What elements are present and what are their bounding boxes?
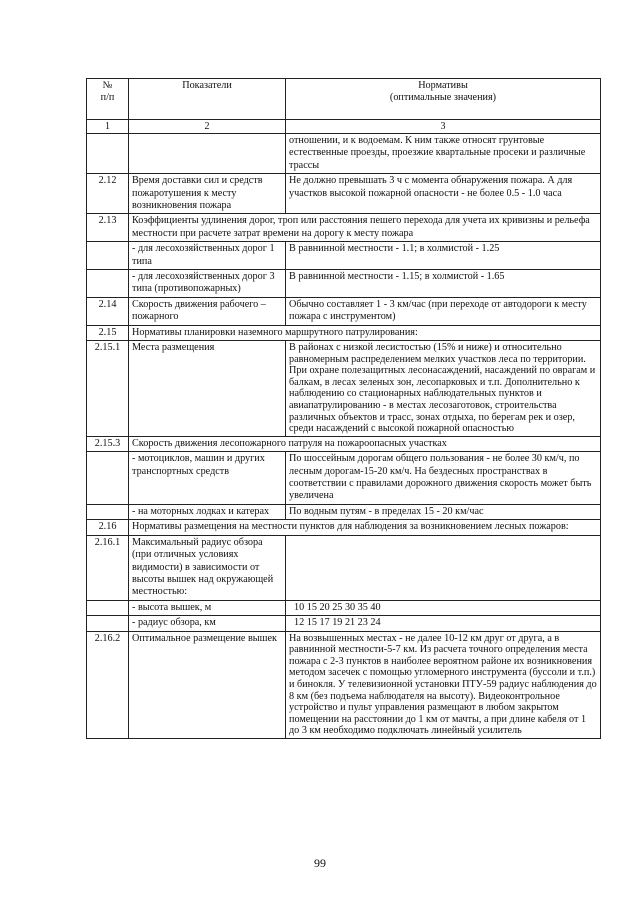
row-num bbox=[87, 270, 129, 298]
table-row bbox=[87, 452, 601, 505]
row-norm: В районах с низкой лесистостью (15% и ниже) и относительно равномерным распределением мелких участков леса по территории. При охране полезащитных лесонасаждений, насаждений по оврагам и балкам, в лесах зеленых зон, лесопарковых и т.п. Дополнительно к наблюдению со стационарных наблюдательных пунктов и авиапатрулированию - в местах лесозаготовок, строительства различных объектов и трасс, зонах отдыха, по берегам рек и озер, среди насаждений с высокой пожарной опасностью bbox=[286, 341, 601, 437]
header-num: № п/п bbox=[87, 79, 129, 120]
row-num: 2.16 bbox=[87, 520, 129, 535]
table-row bbox=[87, 242, 601, 270]
row-norm: отношении, и к водоемам. К ним также относят грунтовые естественные проезды, проезжие квартальные просеки и различные трассы bbox=[286, 134, 601, 174]
row-span-text: Скорость движения лесопожарного патруля на пожароопасных участках bbox=[129, 436, 601, 451]
row-norm: В равнинной местности - 1.1; в холмистой - 1.25 bbox=[286, 242, 601, 270]
row-indicator: - радиус обзора, км bbox=[129, 616, 286, 631]
table-row bbox=[87, 631, 601, 738]
table-row bbox=[87, 134, 601, 174]
table-row bbox=[87, 297, 601, 325]
index-1: 1 bbox=[87, 120, 129, 134]
table-row bbox=[87, 270, 601, 298]
row-span-text: Нормативы размещения на местности пунктов для наблюдения за возникновением лесных пожаров: bbox=[129, 520, 601, 535]
column-index-row bbox=[87, 120, 601, 134]
row-num bbox=[87, 242, 129, 270]
row-num: 2.15.1 bbox=[87, 341, 129, 437]
row-num: 2.16.1 bbox=[87, 535, 129, 600]
row-num bbox=[87, 600, 129, 615]
index-3: 3 bbox=[286, 120, 601, 134]
row-span-text: Коэффициенты удлинения дорог, троп или расстояния пешего перехода для учета их кривизны и рельефа местности при расчете затрат времени на дорогу к месту пожара bbox=[129, 214, 601, 242]
row-indicator: Оптимальное размещение вышек bbox=[129, 631, 286, 738]
row-norm: В равнинной местности - 1.15; в холмистой - 1.65 bbox=[286, 270, 601, 298]
row-num: 2.12 bbox=[87, 174, 129, 214]
table-row bbox=[87, 520, 601, 535]
row-num: 2.14 bbox=[87, 297, 129, 325]
row-indicator: Места размещения bbox=[129, 341, 286, 437]
table-row bbox=[87, 600, 601, 615]
row-norm: 12 15 17 19 21 23 24 bbox=[286, 616, 601, 631]
row-indicator: Скорость движения рабочего – пожарного bbox=[129, 297, 286, 325]
row-norm: 10 15 20 25 30 35 40 bbox=[286, 600, 601, 615]
table-row bbox=[87, 504, 601, 519]
header-indicators: Показатели bbox=[129, 79, 286, 120]
row-norm: Не должно превышать 3 ч с момента обнаружения пожара. А для участков высокой пожарной опасности - не более 0.5 - 1.0 часа bbox=[286, 174, 601, 214]
row-indicator bbox=[129, 134, 286, 174]
table-row bbox=[87, 325, 601, 340]
row-num: 2.16.2 bbox=[87, 631, 129, 738]
table-header-row bbox=[87, 79, 601, 120]
row-norm: По шоссейным дорогам общего пользования - не более 30 км/ч, по лесным дорогам-15-20 км/ч. На бездесных пространствах в соответствии с правилами дорожного движения скорость может быть увеличена bbox=[286, 452, 601, 505]
row-num: 2.15.3 bbox=[87, 436, 129, 451]
table-row bbox=[87, 214, 601, 242]
row-num bbox=[87, 504, 129, 519]
row-indicator: Время доставки сил и средств пожаротушения к месту возникновения пожара bbox=[129, 174, 286, 214]
table-row bbox=[87, 436, 601, 451]
table-row bbox=[87, 341, 601, 437]
table-row bbox=[87, 174, 601, 214]
page-number: 99 bbox=[314, 856, 326, 870]
row-num bbox=[87, 616, 129, 631]
row-num bbox=[87, 452, 129, 505]
row-indicator: - для лесохозяйственных дорог 1 типа bbox=[129, 242, 286, 270]
row-num bbox=[87, 134, 129, 174]
row-indicator: Максимальный радиус обзора (при отличных условиях видимости) в зависимости от высоты вышек над окружающей местностью: bbox=[129, 535, 286, 600]
index-2: 2 bbox=[129, 120, 286, 134]
header-norms: Нормативы (оптимальные значения) bbox=[286, 79, 601, 120]
row-indicator: - на моторных лодках и катерах bbox=[129, 504, 286, 519]
row-num: 2.13 bbox=[87, 214, 129, 242]
table-row bbox=[87, 535, 601, 600]
row-norm: На возвышенных местах - не далее 10-12 км друг от друга, а в равнинной местности-5-7 км. Из расчета точного определения места пожара с 2-3 пунктов в наиболее вероятном районе их возникновения методом засечек с помощью угломерного инструмента (буссоли и т.п.) и бинокля. У телевизионной установки ПТУ-59 радиус наблюдения до 8 км (без подъема наблюдателя на высоту). Видеоконтрольное устройство и пульт управления размещают в любом закрытом помещении на расстоянии до 1 км от мачты, а при длине кабеля от 1 до 3 км необходимо подключать линейный усилитель bbox=[286, 631, 601, 738]
norms-table bbox=[86, 78, 601, 739]
row-norm: Обычно составляет 1 - 3 км/час (при переходе от автодороги к месту пожара с инструментом) bbox=[286, 297, 601, 325]
table-row bbox=[87, 616, 601, 631]
row-span-text: Нормативы планировки наземного маршрутного патрулирования: bbox=[129, 325, 601, 340]
row-indicator: - для лесохозяйственных дорог 3 типа (противопожарных) bbox=[129, 270, 286, 298]
row-indicator: - высота вышек, м bbox=[129, 600, 286, 615]
row-norm: По водным путям - в пределах 15 - 20 км/час bbox=[286, 504, 601, 519]
row-num: 2.15 bbox=[87, 325, 129, 340]
row-norm bbox=[286, 535, 601, 600]
row-indicator: - мотоциклов, машин и других транспортных средств bbox=[129, 452, 286, 505]
